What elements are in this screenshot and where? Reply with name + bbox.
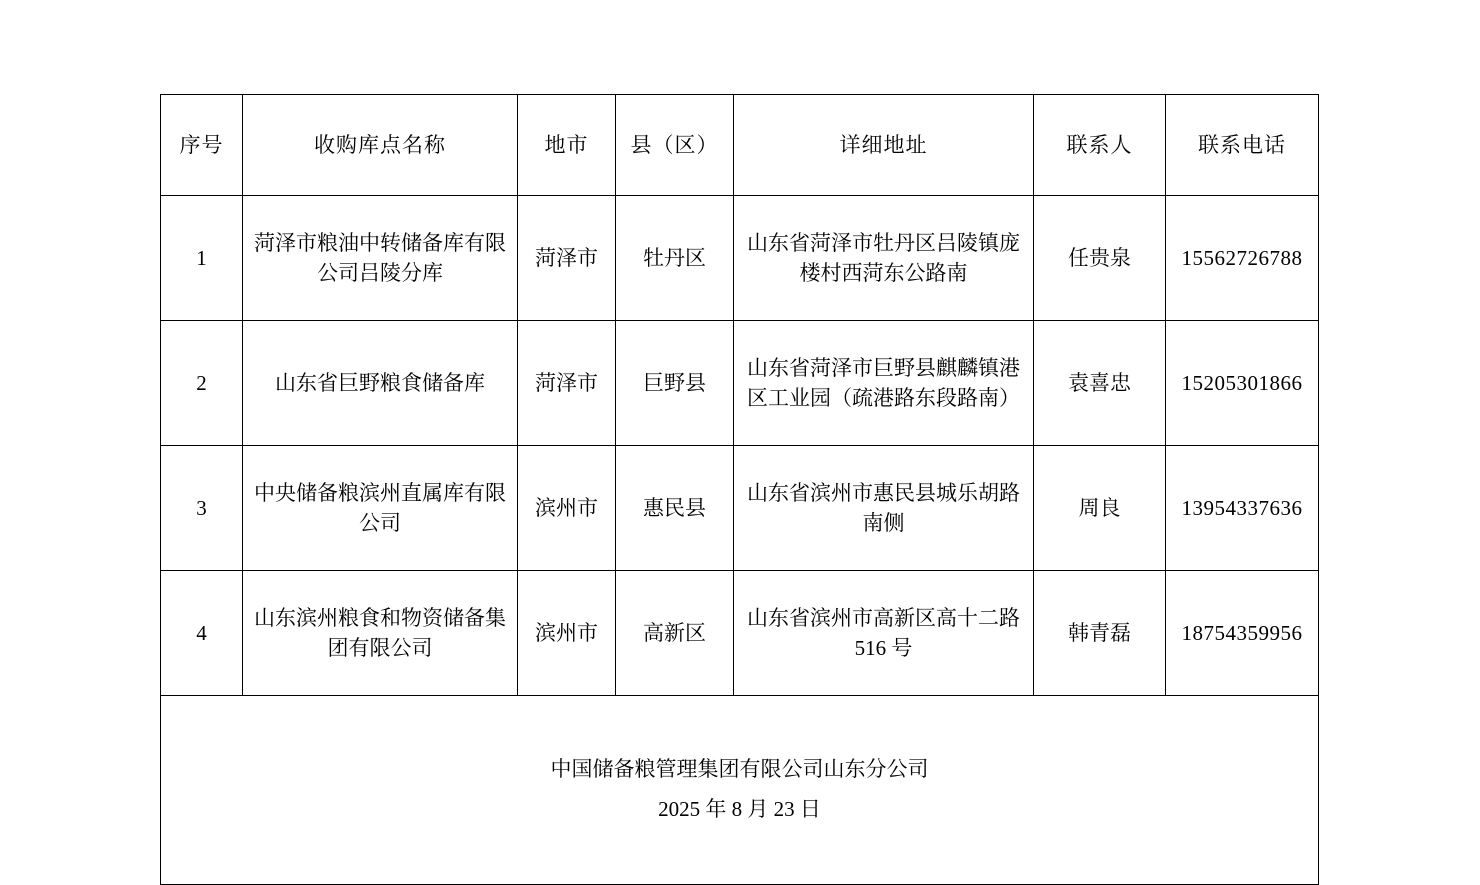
cell-name: 山东省巨野粮食储备库 (243, 321, 518, 446)
cell-phone: 15205301866 (1166, 321, 1319, 446)
cell-phone: 13954337636 (1166, 446, 1319, 571)
table-header (161, 95, 1319, 196)
cell-index: 4 (161, 571, 243, 696)
signature-block (161, 696, 1319, 885)
table-row (161, 196, 1319, 321)
cell-city: 滨州市 (518, 446, 616, 571)
cell-address: 山东省菏泽市巨野县麒麟镇港区工业园（疏港路东段路南） (734, 321, 1034, 446)
column-header-phone: 联系电话 (1166, 95, 1319, 196)
cell-county: 惠民县 (616, 446, 734, 571)
cell-contact: 任贵泉 (1034, 196, 1166, 321)
column-header-city: 地市 (518, 95, 616, 196)
issuer-name: 中国储备粮管理集团有限公司山东分公司 (550, 757, 929, 782)
table-body (161, 196, 1319, 885)
cell-name: 山东滨州粮食和物资储备集团有限公司 (243, 571, 518, 696)
column-header-contact: 联系人 (1034, 95, 1166, 196)
table-row (161, 571, 1319, 696)
column-header-name: 收购库点名称 (243, 95, 518, 196)
table-header-row (161, 95, 1319, 196)
cell-county: 巨野县 (616, 321, 734, 446)
purchase-points-table-container (160, 94, 1318, 885)
cell-name: 菏泽市粮油中转储备库有限公司吕陵分库 (243, 196, 518, 321)
table-row (161, 446, 1319, 571)
cell-address: 山东省滨州市惠民县城乐胡路南侧 (734, 446, 1034, 571)
cell-city: 滨州市 (518, 571, 616, 696)
cell-phone: 15562726788 (1166, 196, 1319, 321)
cell-county: 牡丹区 (616, 196, 734, 321)
column-header-address: 详细地址 (734, 95, 1034, 196)
cell-contact: 袁喜忠 (1034, 321, 1166, 446)
cell-index: 1 (161, 196, 243, 321)
cell-contact: 周良 (1034, 446, 1166, 571)
cell-index: 3 (161, 446, 243, 571)
cell-city: 菏泽市 (518, 321, 616, 446)
purchase-points-table (160, 94, 1319, 885)
cell-county: 高新区 (616, 571, 734, 696)
cell-address: 山东省滨州市高新区高十二路 516 号 (734, 571, 1034, 696)
table-row (161, 321, 1319, 446)
table-footer-row (161, 696, 1319, 885)
cell-name: 中央储备粮滨州直属库有限公司 (243, 446, 518, 571)
cell-phone: 18754359956 (1166, 571, 1319, 696)
column-header-index: 序号 (161, 95, 243, 196)
cell-city: 菏泽市 (518, 196, 616, 321)
cell-index: 2 (161, 321, 243, 446)
column-header-county: 县（区） (616, 95, 734, 196)
cell-address: 山东省菏泽市牡丹区吕陵镇庞楼村西菏东公路南 (734, 196, 1034, 321)
issue-date: 2025 年 8 月 23 日 (658, 797, 821, 821)
cell-contact: 韩青磊 (1034, 571, 1166, 696)
